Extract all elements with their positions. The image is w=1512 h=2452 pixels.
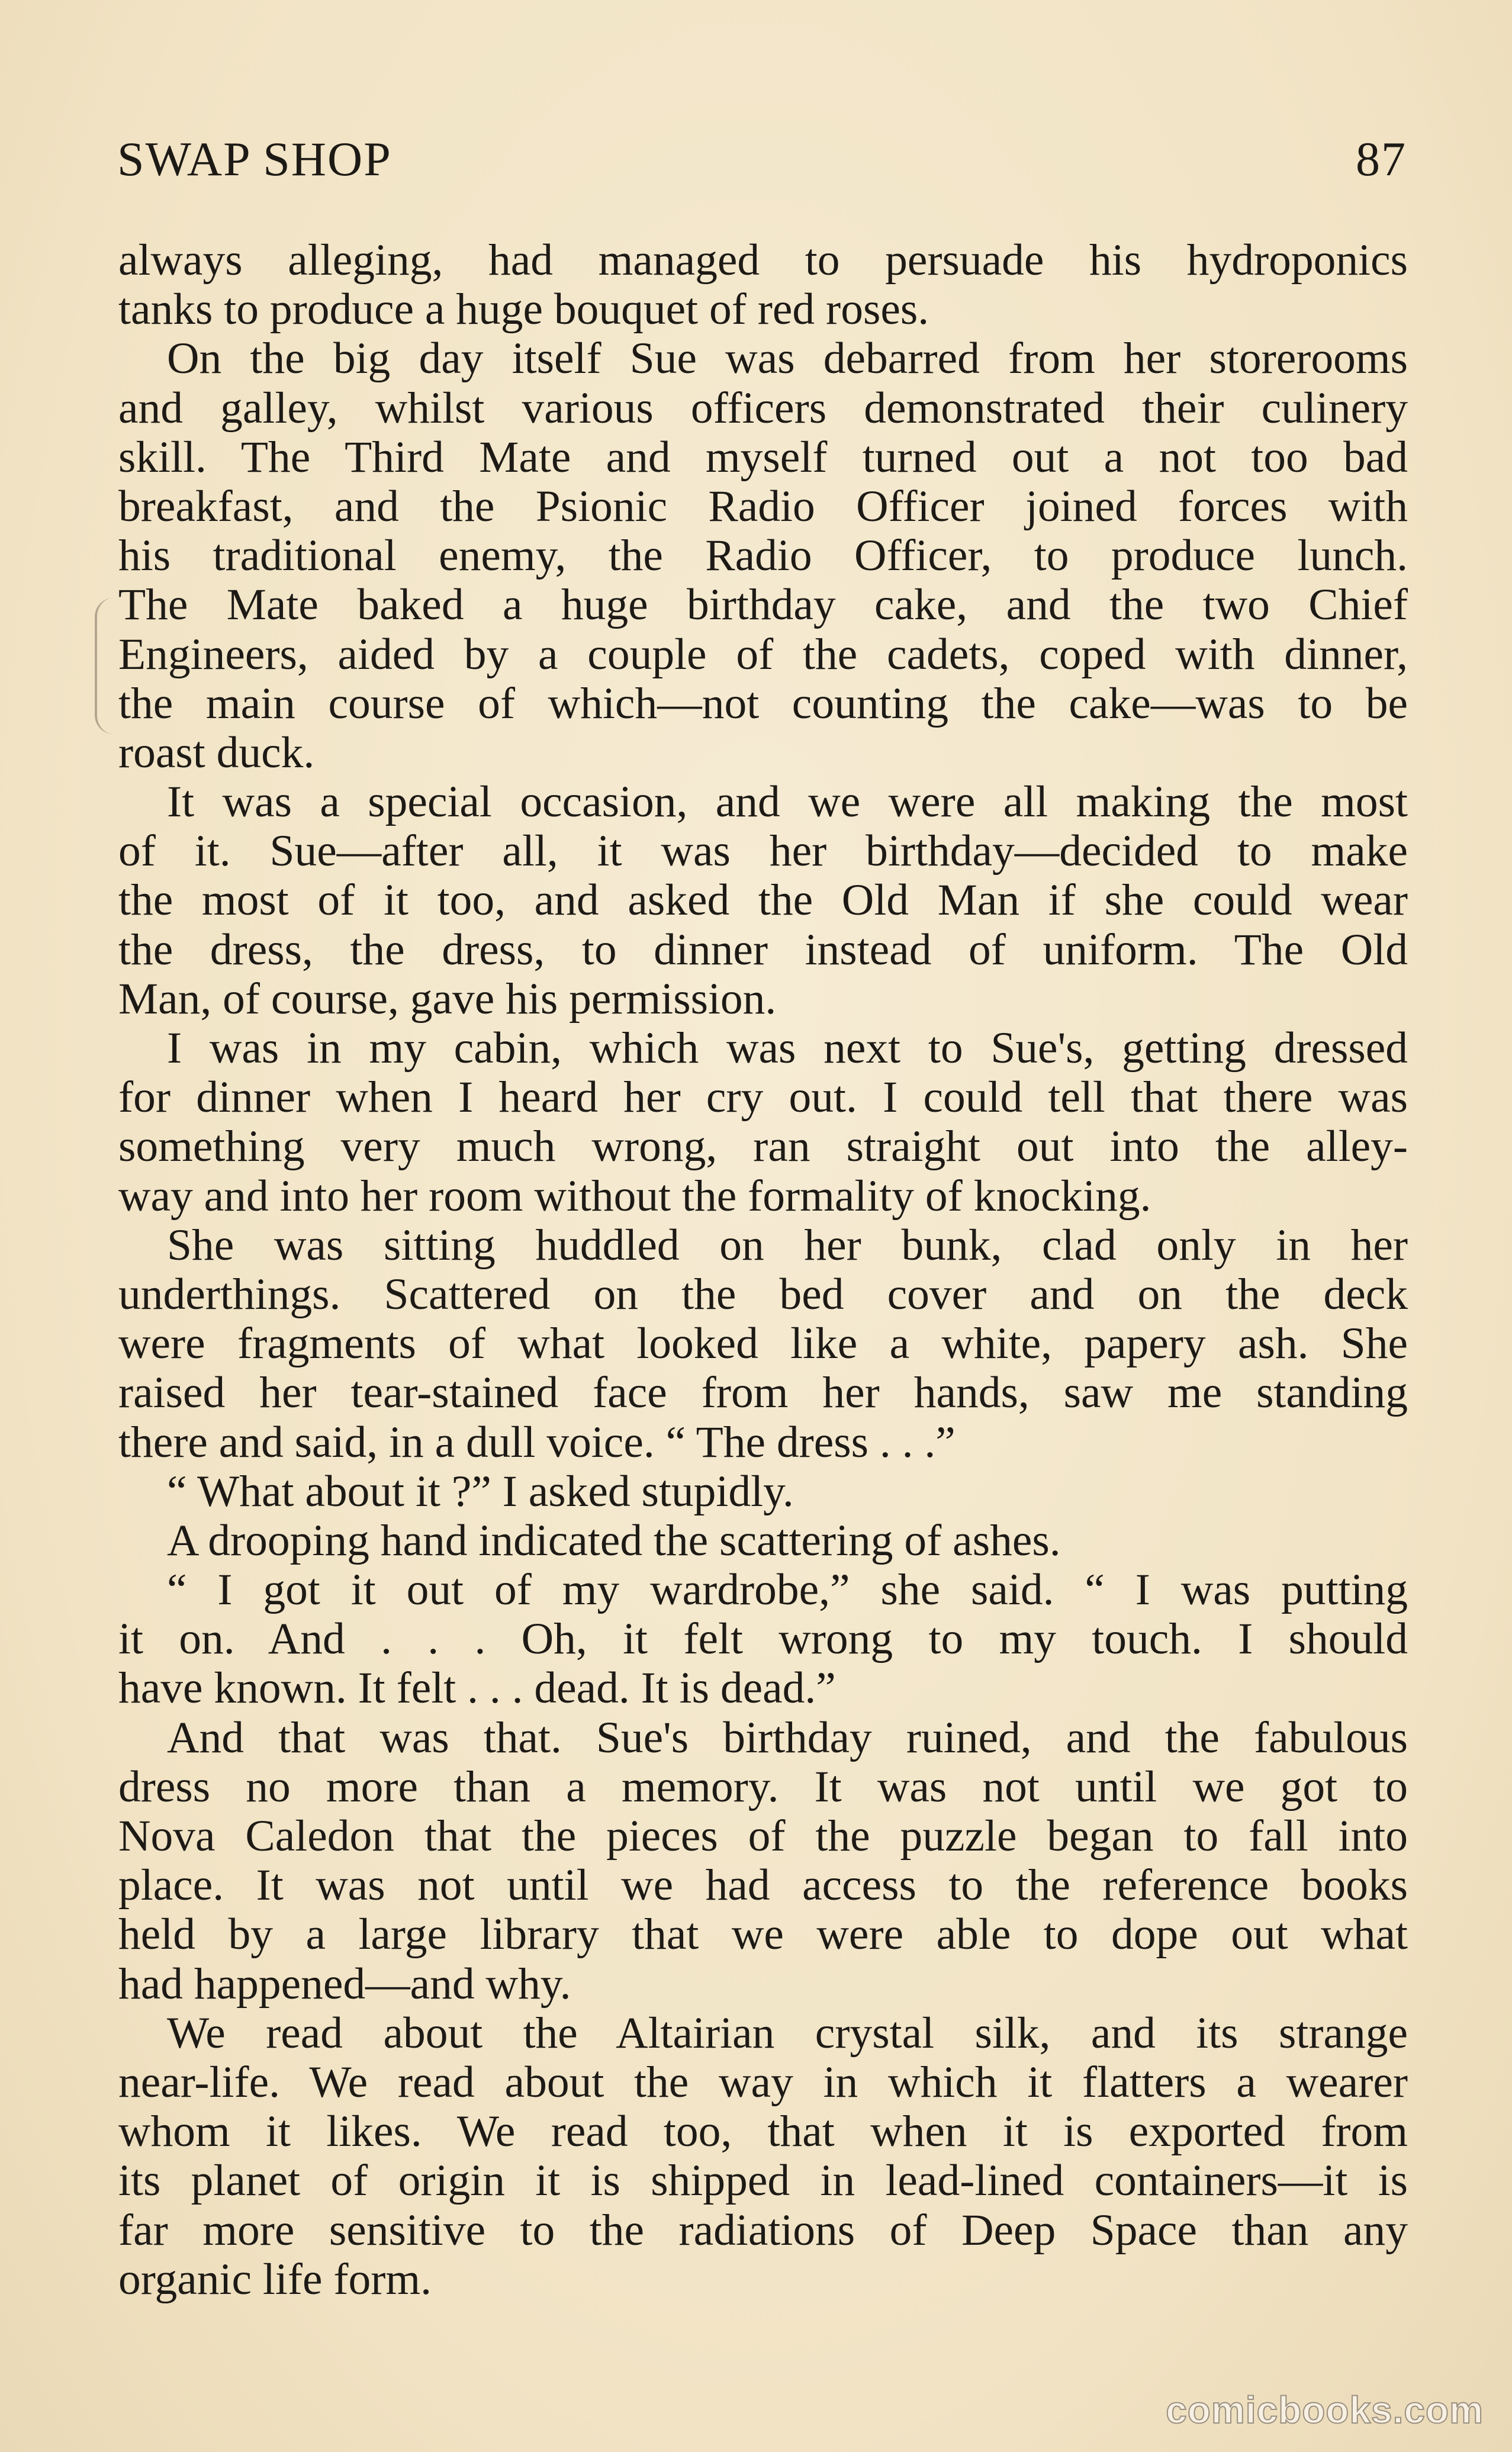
text-line: its planet of origin it is shipped in lead-lined containers—it is <box>118 2156 1408 2206</box>
text-line: place. It was not until we had access to the reference books <box>118 1861 1408 1910</box>
text-line: something very much wrong, ran straight out into the alley- <box>118 1122 1408 1172</box>
page-number: 87 <box>1356 132 1407 186</box>
text-line: had happened—and why. <box>118 1959 571 2009</box>
text-line: there and said, in a dull voice. “ The dress . . .” <box>118 1417 956 1467</box>
text-line: and galley, whilst various officers demonstrated their culinery <box>118 383 1408 433</box>
pencil-margin-mark <box>95 598 114 734</box>
text-line: of it. Sue—after all, it was her birthday—decided to make <box>118 826 1408 876</box>
paragraph <box>118 777 1408 1024</box>
text-line: Nova Caledon that the pieces of the puzzle began to fall into <box>118 1811 1408 1861</box>
text-line: And that was that. Sue's birthday ruined, and the fabulous <box>167 1713 1408 1762</box>
text-line: the dress, the dress, to dinner instead of uniform. The Old <box>118 925 1408 974</box>
text-line: held by a large library that we were able to dope out what <box>118 1910 1408 1959</box>
text-line: it on. And . . . Oh, it felt wrong to my touch. I should <box>118 1614 1408 1664</box>
text-line: A drooping hand indicated the scattering of ashes. <box>167 1515 1061 1565</box>
paragraph <box>118 1713 1408 2009</box>
text-line: far more sensitive to the radiations of Deep Space than any <box>118 2205 1408 2255</box>
text-line: have known. It felt . . . dead. It is dead.” <box>118 1663 836 1713</box>
text-line: the most of it too, and asked the Old Man if she could wear <box>118 876 1408 925</box>
watermark-logo: comicbooks.com <box>1166 2389 1484 2431</box>
body-text <box>118 236 1408 2304</box>
text-line: underthings. Scattered on the bed cover and on the deck <box>118 1269 1408 1319</box>
text-line: We read about the Altairian crystal silk, and its strange <box>167 2008 1408 2058</box>
text-line: whom it likes. We read too, that when it is exported from <box>118 2107 1408 2157</box>
paragraph <box>118 1467 1408 1516</box>
text-line: I was in my cabin, which was next to Sue's, getting dressed <box>167 1024 1408 1073</box>
paragraph <box>118 1024 1408 1221</box>
text-line: were fragments of what looked like a white, papery ash. She <box>118 1319 1408 1369</box>
text-line: breakfast, and the Psionic Radio Officer joined forces with <box>118 481 1408 531</box>
text-line: his traditional enemy, the Radio Officer, to produce lunch. <box>118 531 1408 581</box>
text-line: Engineers, aided by a couple of the cadets, coped with dinner, <box>118 629 1408 679</box>
text-line: roast duck. <box>118 728 315 777</box>
text-line: She was sitting huddled on her bunk, clad only in her <box>167 1220 1408 1270</box>
text-line: It was a special occasion, and we were all making the most <box>167 777 1408 827</box>
paragraph <box>118 1565 1408 1713</box>
text-line: the main course of which—not counting the cake—was to be <box>118 678 1408 728</box>
text-line: raised her tear-stained face from her hands, saw me standing <box>118 1368 1408 1418</box>
text-line: Man, of course, gave his permission. <box>118 974 777 1024</box>
paragraph <box>118 2009 1408 2304</box>
text-line: skill. The Third Mate and myself turned out a not too bad <box>118 432 1408 482</box>
text-line: dress no more than a memory. It was not until we got to <box>118 1762 1408 1811</box>
text-line: organic life form. <box>118 2254 432 2304</box>
paragraph <box>118 334 1408 777</box>
text-line: way and into her room without the formality of knocking. <box>118 1171 1151 1221</box>
paragraph <box>118 1221 1408 1467</box>
text-line: for dinner when I heard her cry out. I could tell that there was <box>118 1073 1408 1122</box>
text-line: near-life. We read about the way in which it flatters a wearer <box>118 2057 1408 2107</box>
text-line: always alleging, had managed to persuade his hydroponics <box>118 236 1408 285</box>
text-line: tanks to produce a huge bouquet of red roses. <box>118 285 929 334</box>
text-line: On the big day itself Sue was debarred from her storerooms <box>167 334 1408 384</box>
running-title: SWAP SHOP <box>117 132 392 186</box>
running-header <box>117 131 1407 197</box>
paragraph <box>118 236 1408 334</box>
paragraph <box>118 1516 1408 1565</box>
text-line: The Mate baked a huge birthday cake, and the two Chief <box>118 580 1408 630</box>
text-line: “ What about it ?” I asked stupidly. <box>167 1466 794 1516</box>
text-line: “ I got it out of my wardrobe,” she said. “ I was putting <box>167 1565 1408 1615</box>
